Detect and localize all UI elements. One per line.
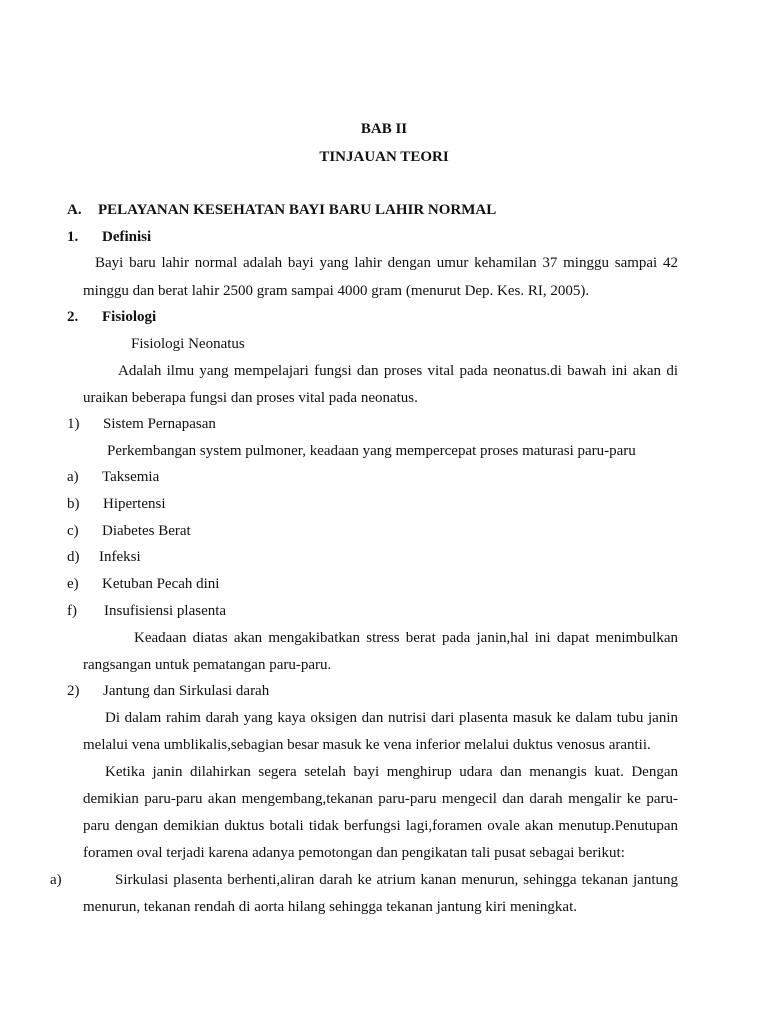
list-item-marker: b) bbox=[67, 496, 80, 512]
pernapasan-conclusion-line: Keadaan diatas akan mengakibatkan stress berat pada janin,hal ini dapat menimbulkan bbox=[134, 630, 678, 646]
definisi-heading: Definisi bbox=[102, 229, 152, 245]
list-item-marker: f) bbox=[67, 603, 77, 619]
definisi-number: 1. bbox=[67, 229, 79, 245]
list-item: Hipertensi bbox=[103, 496, 166, 512]
list-item: Ketuban Pecah dini bbox=[102, 576, 220, 592]
jantung-heading: Jantung dan Sirkulasi darah bbox=[103, 683, 270, 699]
list-item: Insufisiensi plasenta bbox=[104, 603, 227, 619]
jantung-paragraph-line: Di dalam rahim darah yang kaya oksigen dan nutrisi dari plasenta masuk ke dalam tubu janin bbox=[105, 710, 678, 726]
pernapasan-number: 1) bbox=[67, 416, 80, 432]
fisiologi-heading: Fisiologi bbox=[102, 309, 157, 325]
list-item-marker: d) bbox=[67, 549, 80, 565]
chapter-heading: BAB II bbox=[360, 121, 408, 137]
definisi-paragraph-line: minggu dan berat lahir 2500 gram sampai 4000 gram (menurut Dep. Kes. RI, 2005). bbox=[83, 283, 590, 299]
jantung-paragraph-line: demikian paru-paru akan mengembang,tekanan paru-paru mengecil dan darah mengalir ke paru- bbox=[83, 791, 678, 807]
list-item: Infeksi bbox=[99, 549, 141, 565]
jantung-paragraph-line: foramen oval terjadi karena adanya pemotongan dan pengikatan tali pusat sebagai berikut: bbox=[83, 845, 625, 861]
fisiologi-paragraph-line: Adalah ilmu yang mempelajari fungsi dan proses vital pada neonatus.di bawah ini akan di bbox=[118, 363, 678, 379]
pernapasan-intro: Perkembangan system pulmoner, keadaan yang mempercepat proses maturasi paru-paru bbox=[107, 443, 636, 459]
chapter-title: TINJAUAN TEORI bbox=[319, 149, 449, 165]
list-item: Diabetes Berat bbox=[102, 523, 191, 539]
jantung-paragraph-line: paru dengan demikian duktus botali tidak berfungsi lagi,foramen ovale akan menutup.Penutupan bbox=[83, 818, 678, 834]
jantung-item-line: Sirkulasi plasenta berhenti,aliran darah ke atrium kanan menurun, sehingga tekanan jantung bbox=[115, 872, 678, 888]
list-item: Taksemia bbox=[102, 469, 160, 485]
fisiologi-subtitle: Fisiologi Neonatus bbox=[131, 336, 245, 352]
jantung-paragraph-line: melalui vena umblikalis,sebagian besar masuk ke vena inferior melalui duktus venosus arantii. bbox=[83, 737, 651, 753]
list-item-marker: c) bbox=[67, 523, 79, 539]
section-a-marker: A. bbox=[67, 202, 82, 218]
fisiologi-paragraph-line: uraikan beberapa fungsi dan proses vital pada neonatus. bbox=[83, 390, 418, 406]
pernapasan-conclusion-line: rangsangan untuk pematangan paru-paru. bbox=[83, 657, 332, 673]
section-a-title: PELAYANAN KESEHATAN BAYI BARU LAHIR NORMAL bbox=[98, 202, 497, 218]
jantung-paragraph-line: Ketika janin dilahirkan segera setelah bayi menghirup udara dan menangis kuat. Dengan bbox=[105, 764, 678, 780]
definisi-paragraph-line: Bayi baru lahir normal adalah bayi yang lahir dengan umur kehamilan 37 minggu sampai 42 bbox=[95, 255, 678, 271]
list-item-marker: e) bbox=[67, 576, 79, 592]
jantung-number: 2) bbox=[67, 683, 80, 699]
fisiologi-number: 2. bbox=[67, 309, 79, 325]
jantung-item-line: menurun, tekanan rendah di aorta hilang sehingga tekanan jantung kiri meningkat. bbox=[83, 899, 578, 915]
jantung-item-marker: a) bbox=[50, 872, 62, 888]
pernapasan-heading: Sistem Pernapasan bbox=[103, 416, 216, 432]
list-item-marker: a) bbox=[67, 469, 79, 485]
